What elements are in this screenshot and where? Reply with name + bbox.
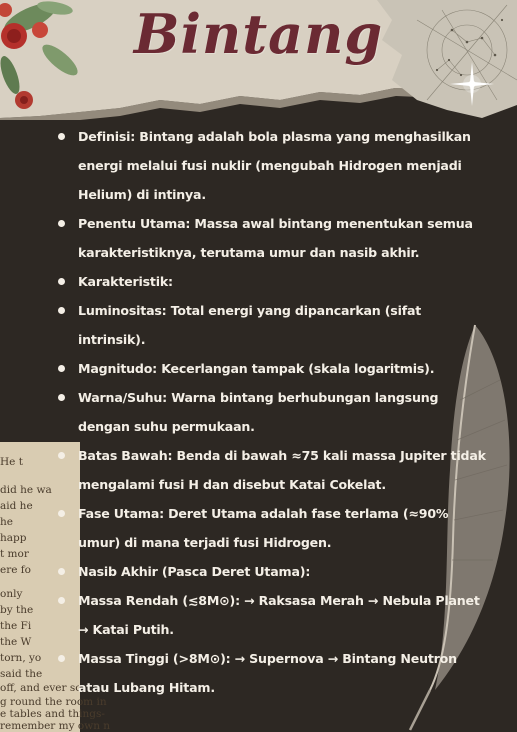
book-text-line: He t (0, 456, 23, 468)
list-item-text: Batas Bawah: Benda di bawah ≈75 kali massa Jupiter tidak mengalami fusi H dan disebut Katai Cokelat. (78, 448, 486, 492)
book-text-line: happ (0, 532, 27, 544)
book-text-line: aid he (0, 500, 33, 512)
bullet-dot (58, 394, 65, 401)
list-item-text: Magnitudo: Kecerlangan tampak (skala logaritmis). (78, 361, 435, 376)
list-item (56, 644, 486, 702)
list-item (56, 499, 486, 557)
list-item (56, 383, 486, 441)
list-item-text: Nasib Akhir (Pasca Deret Utama): (78, 564, 311, 579)
book-text-line: remember my own n (0, 720, 111, 732)
star-facts-list (56, 122, 486, 702)
sparkle-star-icon (450, 62, 494, 106)
book-text-line: the Fi (0, 620, 32, 632)
list-item-text: Penentu Utama: Massa awal bintang menentukan semua karakteristiknya, terutama umur dan nasib akhir. (78, 216, 473, 260)
bullet-dot (58, 133, 65, 140)
book-text-line: he (0, 516, 13, 528)
list-item (56, 209, 486, 267)
list-item (56, 267, 486, 296)
book-text-line: torn, yo (0, 652, 42, 664)
page-title: Bintang (133, 2, 384, 66)
list-item (56, 296, 486, 354)
bullet-dot (58, 220, 65, 227)
list-item (56, 586, 486, 644)
book-text-line: e tables and things- (0, 708, 105, 720)
book-text-line: g round the room in (0, 696, 107, 708)
bullet-dot (58, 278, 65, 285)
bullet-dot (58, 365, 65, 372)
book-text-line: ere fo (0, 564, 31, 576)
bullet-dot (58, 597, 65, 604)
list-item (56, 122, 486, 209)
list-item-text: Luminositas: Total energi yang dipancarkan (sifat intrinsik). (78, 303, 422, 347)
book-text-line: by the (0, 604, 34, 616)
list-item-text: Massa Tinggi (>8M⊙): → Supernova → Bintang Neutron atau Lubang Hitam. (78, 651, 457, 695)
list-item (56, 354, 486, 383)
list-item (56, 557, 486, 586)
book-text-line: the W (0, 636, 32, 648)
bullet-dot (58, 510, 65, 517)
list-item-text: Massa Rendah (≲8M⊙): → Raksasa Merah → Nebula Planet → Katai Putih. (78, 593, 480, 637)
book-text-line: t mor (0, 548, 29, 560)
book-text-line: only (0, 588, 23, 600)
bullet-dot (58, 655, 65, 662)
bullet-dot (58, 568, 65, 575)
list-item-text: Fase Utama: Deret Utama adalah fase terlama (≈90% umur) di mana terjadi fusi Hidrogen. (78, 506, 449, 550)
book-text-line: did he wa (0, 484, 52, 496)
book-text-line: said the (0, 668, 43, 680)
book-text-line: off, and ever so (0, 682, 82, 694)
bullet-dot (58, 452, 65, 459)
list-item-text: Warna/Suhu: Warna bintang berhubungan langsung dengan suhu permukaan. (78, 390, 439, 434)
bullet-dot (58, 307, 65, 314)
list-item-text: Karakteristik: (78, 274, 173, 289)
list-item (56, 441, 486, 499)
list-item-text: Definisi: Bintang adalah bola plasma yang menghasilkan energi melalui fusi nuklir (mengubah Hidrogen menjadi Helium) di intinya. (78, 129, 471, 202)
